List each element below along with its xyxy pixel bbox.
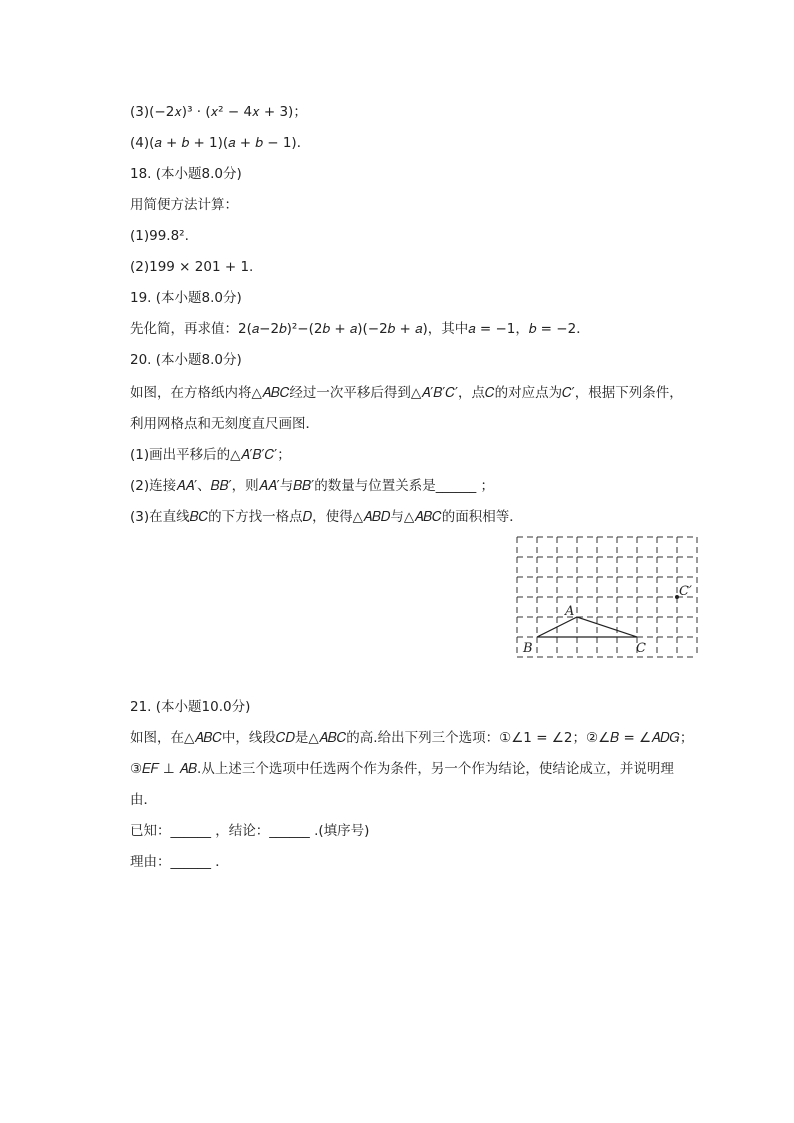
q21-stem-line3: 由． bbox=[130, 792, 157, 808]
q20-grid-figure bbox=[514, 534, 700, 660]
label-c-prime: C′ bbox=[679, 584, 692, 599]
grid-lines bbox=[517, 537, 697, 657]
q21-header: 21. (本小题10.0分) bbox=[130, 699, 251, 715]
q19-header: 19. (本小题8.0分) bbox=[130, 290, 242, 306]
q21-stem-line2: ③𝐸𝐹 ⊥ 𝐴𝐵.从上述三个选项中任选两个作为条件，另一个作为结论，使结论成立，并说明理 bbox=[130, 761, 674, 777]
q20-stem-line1: 如图，在方格纸内将△𝐴𝐵𝐶经过一次平移后得到△𝐴′𝐵′𝐶′，点𝐶的对应点为𝐶′，根据下列条件， bbox=[130, 385, 683, 401]
q20-header: 20. (本小题8.0分) bbox=[130, 352, 242, 368]
q20-part3: (3)在直线𝐵𝐶的下方找一格点𝐷，使得△𝐴𝐵𝐷与△𝐴𝐵𝐶的面积相等． bbox=[130, 509, 523, 525]
q17-part3: (3)(−2𝑥)³ · (𝑥² − 4𝑥 + 3)； bbox=[130, 104, 307, 120]
label-b: B bbox=[523, 641, 533, 656]
q20-stem-line2: 利用网格点和无刻度直尺画图． bbox=[130, 416, 319, 432]
q18-part1: (1)99.8². bbox=[130, 228, 189, 244]
q17-part4: (4)(𝑎 + 𝑏 + 1)(𝑎 + 𝑏 − 1)． bbox=[130, 135, 311, 151]
q20-part2: (2)连接𝐴𝐴′、𝐵𝐵′，则𝐴𝐴′与𝐵𝐵′的数量与位置关系是______ ； bbox=[130, 478, 494, 494]
q18-part2: (2)199 × 201 + 1. bbox=[130, 259, 254, 275]
q20-part1: (1)画出平移后的△𝐴′𝐵′𝐶′； bbox=[130, 447, 291, 463]
triangle-abc bbox=[537, 617, 637, 637]
q21-fill-reason: 理由：______ ． bbox=[130, 854, 229, 870]
q19-stem: 先化简，再求值：2(𝑎−2𝑏)²−(2𝑏 + 𝑎)(−2𝑏 + 𝑎)，其中𝑎 = −1，𝑏 = −2． bbox=[130, 321, 590, 337]
q18-stem: 用简便方法计算： bbox=[130, 197, 238, 213]
q18-header: 18. (本小题8.0分) bbox=[130, 166, 242, 182]
q21-fill-known: 已知：______ ，结论：______ .(填序号) bbox=[130, 823, 370, 839]
label-a: A bbox=[565, 604, 575, 619]
label-c: C bbox=[636, 641, 646, 656]
q21-stem-line1: 如图，在△𝐴𝐵𝐶中，线段𝐶𝐷是△𝐴𝐵𝐶的高.给出下列三个选项：①∠1 = ∠2；②∠𝐵 = ∠𝐴𝐷𝐺； bbox=[130, 730, 694, 746]
